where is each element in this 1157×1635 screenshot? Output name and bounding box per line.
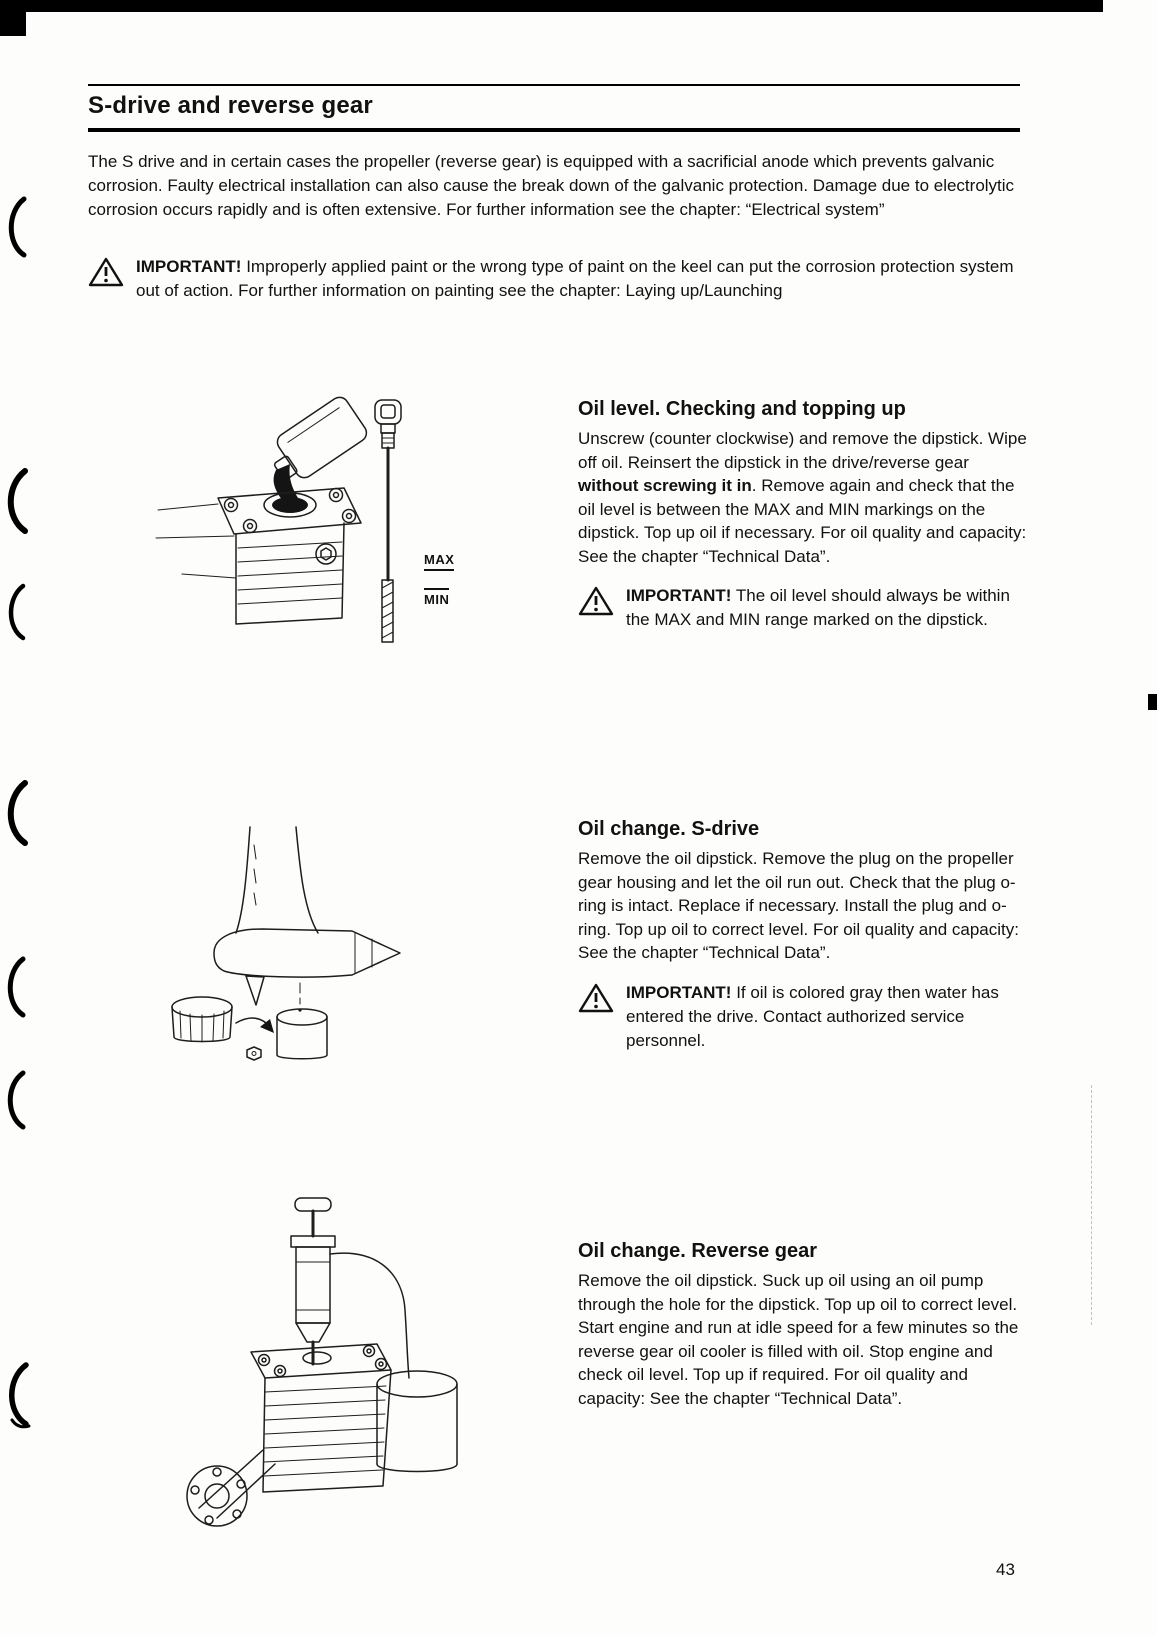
warning-triangle-icon: [88, 255, 124, 303]
scan-spine-artifact: [2, 780, 28, 846]
page-number: 43: [996, 1560, 1015, 1579]
important-note-gray-oil: [578, 981, 1030, 1053]
important-label: IMPORTANT!: [136, 257, 242, 276]
important-note-text: IMPORTANT! If oil is colored gray then water has entered the drive. Contact authorized service personnel.: [626, 982, 999, 1050]
scan-spine-artifact: [2, 1070, 26, 1130]
header-rule-top: [88, 84, 1020, 86]
scan-edge-artifact: [0, 0, 1103, 12]
s-drive-figure-drawing: [150, 825, 460, 1065]
scan-edge-artifact: [0, 0, 26, 36]
section-oil-change-reverse-gear: [578, 1240, 1030, 1410]
header-rule-bottom: [88, 128, 1020, 132]
warning-triangle-icon: [578, 584, 614, 632]
section-oil-level: [578, 398, 1030, 632]
important-label: IMPORTANT!: [626, 586, 732, 605]
scan-spine-artifact: [2, 196, 28, 258]
scan-spine-artifact: [2, 468, 28, 534]
important-note-text: IMPORTANT! Improperly applied paint or the wrong type of paint on the keel can put the corrosion protection system out of action. For further information on painting see the chapter: Laying up/Launching: [136, 257, 1014, 300]
scan-spine-artifact: [2, 1362, 32, 1430]
section-heading: Oil level. Checking and topping up: [578, 398, 906, 420]
dipstick-min-label: MIN: [424, 588, 449, 607]
section-body: Remove the oil dipstick. Remove the plug on the propeller gear housing and let the oil run out. Check that the plug o-ring is intact. Replace if necessary. Install the plug and o-ring. Top up oil to correct level. For oil quality and capacity: See the chapter “Technical Data”.: [578, 849, 1019, 962]
scan-edge-artifact: [1148, 694, 1157, 710]
section-oil-change-sdrive: [578, 818, 1030, 1053]
s-drive-figure: [150, 825, 460, 1065]
section-heading: Oil change. Reverse gear: [578, 1240, 818, 1262]
important-note-text: IMPORTANT! The oil level should always be within the MAX and MIN range marked on the dipstick.: [626, 586, 1010, 629]
scan-spine-artifact: [2, 956, 26, 1018]
oil-level-figure: [130, 392, 560, 677]
reverse-gear-figure: [165, 1192, 505, 1547]
intro-paragraph: The S drive and in certain cases the propeller (reverse gear) is equipped with a sacrificial anode which prevents galvanic corrosion. Faulty electrical installation can also cause the break down of the galvanic protection. Damage due to electrolytic corrosion occurs rapidly and is often extensive. For further information see the chapter: “Electrical system”: [88, 152, 1015, 219]
section-body: Unscrew (counter clockwise) and remove the dipstick. Wipe off oil. Reinsert the dipstick in the drive/reverse gear without screwing it in. Remove again and check that the oil level is between the MAX and MIN markings on the dipstick. Top up oil if necessary. For oil quality and capacity: See the chapter “Technical Data”.: [578, 429, 1027, 566]
important-note-oil-level: [578, 584, 1030, 632]
page-title: S-drive and reverse gear: [88, 92, 373, 119]
scan-spine-artifact: [2, 583, 26, 641]
section-body: Remove the oil dipstick. Suck up oil using an oil pump through the hole for the dipstick. Top up oil to correct level. Start engine and run at idle speed for a few minutes so the reverse gear oil cooler is filled with oil. Stop engine and check oil level. Top up if required. For oil quality and capacity: See the chapter “Technical Data”.: [578, 1271, 1019, 1408]
section-heading: Oil change. S-drive: [578, 818, 760, 840]
scan-fold-line-artifact: [1091, 1085, 1092, 1325]
oil-level-figure-drawing: [130, 392, 560, 677]
dipstick-max-label: MAX: [424, 552, 454, 571]
important-note-paint: [88, 255, 1026, 303]
warning-triangle-icon: [578, 981, 614, 1053]
important-label: IMPORTANT!: [626, 982, 732, 1002]
reverse-gear-figure-drawing: [165, 1192, 505, 1547]
